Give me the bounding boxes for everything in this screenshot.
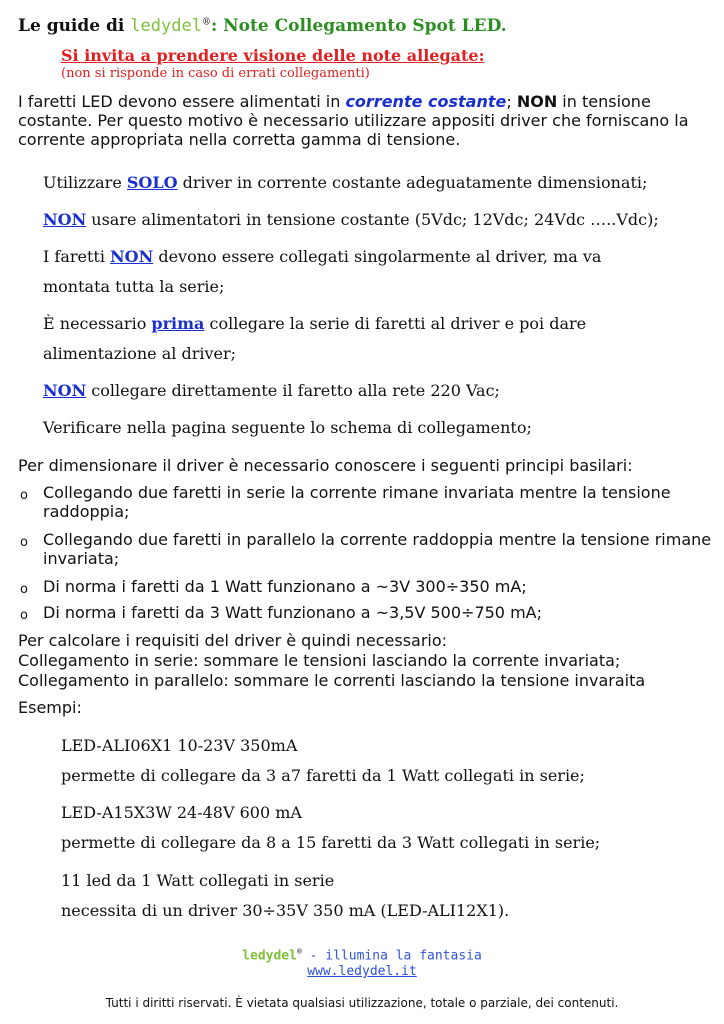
registered-mark: ® bbox=[201, 17, 211, 28]
link-non[interactable]: NON bbox=[43, 210, 87, 229]
footer-brand: ledydel bbox=[242, 948, 297, 964]
instruction-2 bbox=[43, 210, 659, 229]
notice-subtext: (non si risponde in caso di errati collegamenti) bbox=[61, 66, 370, 81]
example-2-title: LED-A15X3W 24-48V 600 mA bbox=[61, 803, 302, 822]
example-1-title: LED-ALI06X1 10-23V 350mA bbox=[61, 736, 298, 755]
list-item-text: Collegando due faretti in serie la corrente rimane invariata mentre la tensione raddoppia; bbox=[43, 483, 671, 521]
bullet-marker: o bbox=[20, 535, 28, 550]
instruction-text: È necessario bbox=[43, 314, 152, 333]
instruction-5 bbox=[43, 381, 500, 400]
intro-text-3: in tensione costante. Per questo motivo è necessario utilizzare appositi driver che forniscano la corrente appropriata nella corretta gamma di tensione. bbox=[18, 92, 689, 149]
title-prefix: Le guide di bbox=[18, 16, 131, 36]
intro-paragraph bbox=[18, 92, 713, 149]
list-item-text: Di norma i faretti da 1 Watt funzionano a ~3V 300÷350 mA; bbox=[43, 577, 527, 596]
link-prima[interactable]: prima bbox=[151, 314, 205, 333]
instruction-6: Verificare nella pagina seguente lo schema di collegamento; bbox=[43, 418, 532, 437]
intro-text-1: I faretti LED devono essere alimentati in bbox=[18, 92, 346, 111]
intro-non: NON bbox=[516, 92, 558, 111]
list-item-text: Di norma i faretti da 3 Watt funzionano a ~3,5V 500÷750 mA; bbox=[43, 603, 542, 622]
list-item-text: Collegando due faretti in parallelo la corrente raddoppia mentre la tensione rimane invariata; bbox=[43, 530, 712, 568]
instruction-3 bbox=[43, 247, 601, 266]
instruction-text: usare alimentatori in tensione costante (5Vdc; 12Vdc; 24Vdc …..Vdc); bbox=[86, 210, 659, 229]
instruction-3-cont: montata tutta la serie; bbox=[43, 277, 225, 296]
instruction-text: I faretti bbox=[43, 247, 111, 266]
list-item bbox=[18, 577, 713, 596]
instruction-4-cont: alimentazione al driver; bbox=[43, 344, 237, 363]
footer-url-row bbox=[0, 964, 724, 979]
instruction-4 bbox=[43, 314, 586, 333]
footer-registered-mark: ® bbox=[296, 947, 302, 956]
instruction-text: devono essere collegati singolarmente al driver, ma va bbox=[153, 247, 602, 266]
examples-label: Esempi: bbox=[18, 698, 82, 717]
calc-intro: Per calcolare i requisiti del driver è quindi necessario: bbox=[18, 631, 448, 650]
copyright-notice: Tutti i diritti riservati. È vietata qualsiasi utilizzazione, totale o parziale, dei contenuti. bbox=[105, 996, 619, 1010]
notice-invite: Si invita a prendere visione delle note allegate: bbox=[61, 46, 485, 65]
example-1-desc: permette di collegare da 3 a7 faretti da 1 Watt collegati in serie; bbox=[61, 766, 585, 785]
instruction-text: collegare direttamente il faretto alla rete 220 Vac; bbox=[86, 381, 500, 400]
title-text: Note Collegamento Spot LED. bbox=[217, 16, 507, 36]
bullet-marker: o bbox=[20, 608, 28, 623]
title-colon: : bbox=[210, 16, 218, 36]
bullet-marker: o bbox=[20, 488, 28, 503]
list-item bbox=[18, 483, 713, 521]
link-solo[interactable]: SOLO bbox=[126, 173, 178, 192]
instruction-text: collegare la serie di faretti al driver e poi dare bbox=[204, 314, 587, 333]
calc-parallel: Collegamento in parallelo: sommare le correnti lasciando la tensione invaraita bbox=[18, 671, 646, 690]
instruction-text: Utilizzare bbox=[43, 173, 127, 192]
instruction-text: driver in corrente costante adeguatamente dimensionati; bbox=[177, 173, 648, 192]
page-title bbox=[18, 16, 507, 36]
calc-series: Collegamento in serie: sommare le tensioni lasciando la corrente invariata; bbox=[18, 651, 621, 670]
link-non[interactable]: NON bbox=[43, 381, 87, 400]
list-item bbox=[18, 530, 713, 568]
example-2-desc: permette di collegare da 8 a 15 faretti da 3 Watt collegati in serie; bbox=[61, 833, 601, 852]
link-non[interactable]: NON bbox=[110, 247, 154, 266]
example-3-desc: necessita di un driver 30÷35V 350 mA (LED-ALI12X1). bbox=[61, 901, 510, 920]
principles-intro: Per dimensionare il driver è necessario conoscere i seguenti principi basilari: bbox=[18, 456, 633, 475]
instruction-1 bbox=[43, 173, 647, 192]
bullet-marker: o bbox=[20, 582, 28, 597]
website-link[interactable]: www.ledydel.it bbox=[307, 964, 417, 979]
footer-tagline bbox=[0, 947, 724, 963]
list-item bbox=[18, 603, 713, 622]
footer-tagline-text: - illumina la fantasia bbox=[301, 948, 482, 964]
brand-name: ledydel bbox=[130, 16, 202, 36]
intro-text-2: ; bbox=[506, 92, 517, 111]
example-3-title: 11 led da 1 Watt collegati in serie bbox=[61, 871, 335, 890]
intro-emphasis: corrente costante bbox=[345, 92, 507, 111]
